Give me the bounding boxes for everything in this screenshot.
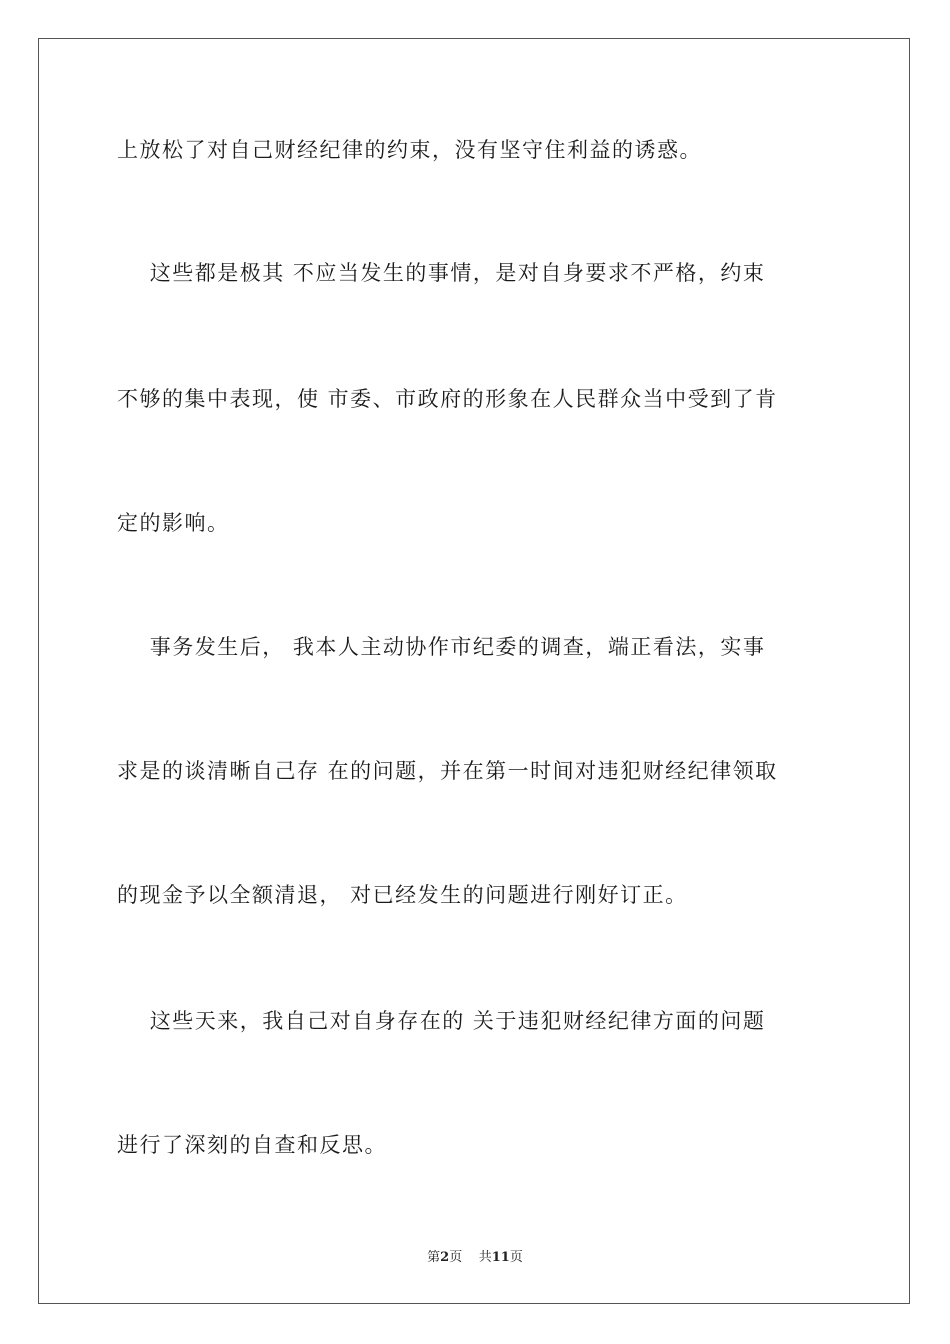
footer-prefix: 第 xyxy=(427,1250,441,1265)
paragraph-line-5: 事务发生后， 我本人主动协作市纪委的调查，端正看法，实事 xyxy=(117,635,766,659)
footer-total-prefix: 共 xyxy=(478,1250,492,1265)
footer-page-suffix: 页 xyxy=(449,1250,463,1265)
paragraph-line-8: 这些天来，我自己对自身存在的 关于违犯财经纪律方面的问题 xyxy=(117,1009,766,1033)
paragraph-line-9: 进行了深刻的自查和反思。 xyxy=(117,1133,387,1157)
paragraph-line-2: 这些都是极其 不应当发生的事情，是对自身要求不严格，约束 xyxy=(117,261,766,285)
footer-total-suffix: 页 xyxy=(509,1250,523,1265)
paragraph-line-6: 求是的谈清晰自己存 在的问题，并在第一时间对违犯财经纪律领取 xyxy=(117,759,778,783)
paragraph-line-1: 上放松了对自己财经纪律的约束，没有坚守住利益的诱惑。 xyxy=(117,138,702,162)
footer-current-page: 2 xyxy=(440,1250,450,1265)
page-frame xyxy=(38,38,910,1304)
paragraph-line-3: 不够的集中表现，使 市委、市政府的形象在人民群众当中受到了肯 xyxy=(117,387,778,411)
paragraph-line-4: 定的影响。 xyxy=(117,511,230,535)
page-footer xyxy=(0,1246,950,1265)
footer-total-pages: 11 xyxy=(491,1250,510,1265)
paragraph-line-7: 的现金予以全额清退， 对已经发生的问题进行刚好订正。 xyxy=(117,883,688,907)
